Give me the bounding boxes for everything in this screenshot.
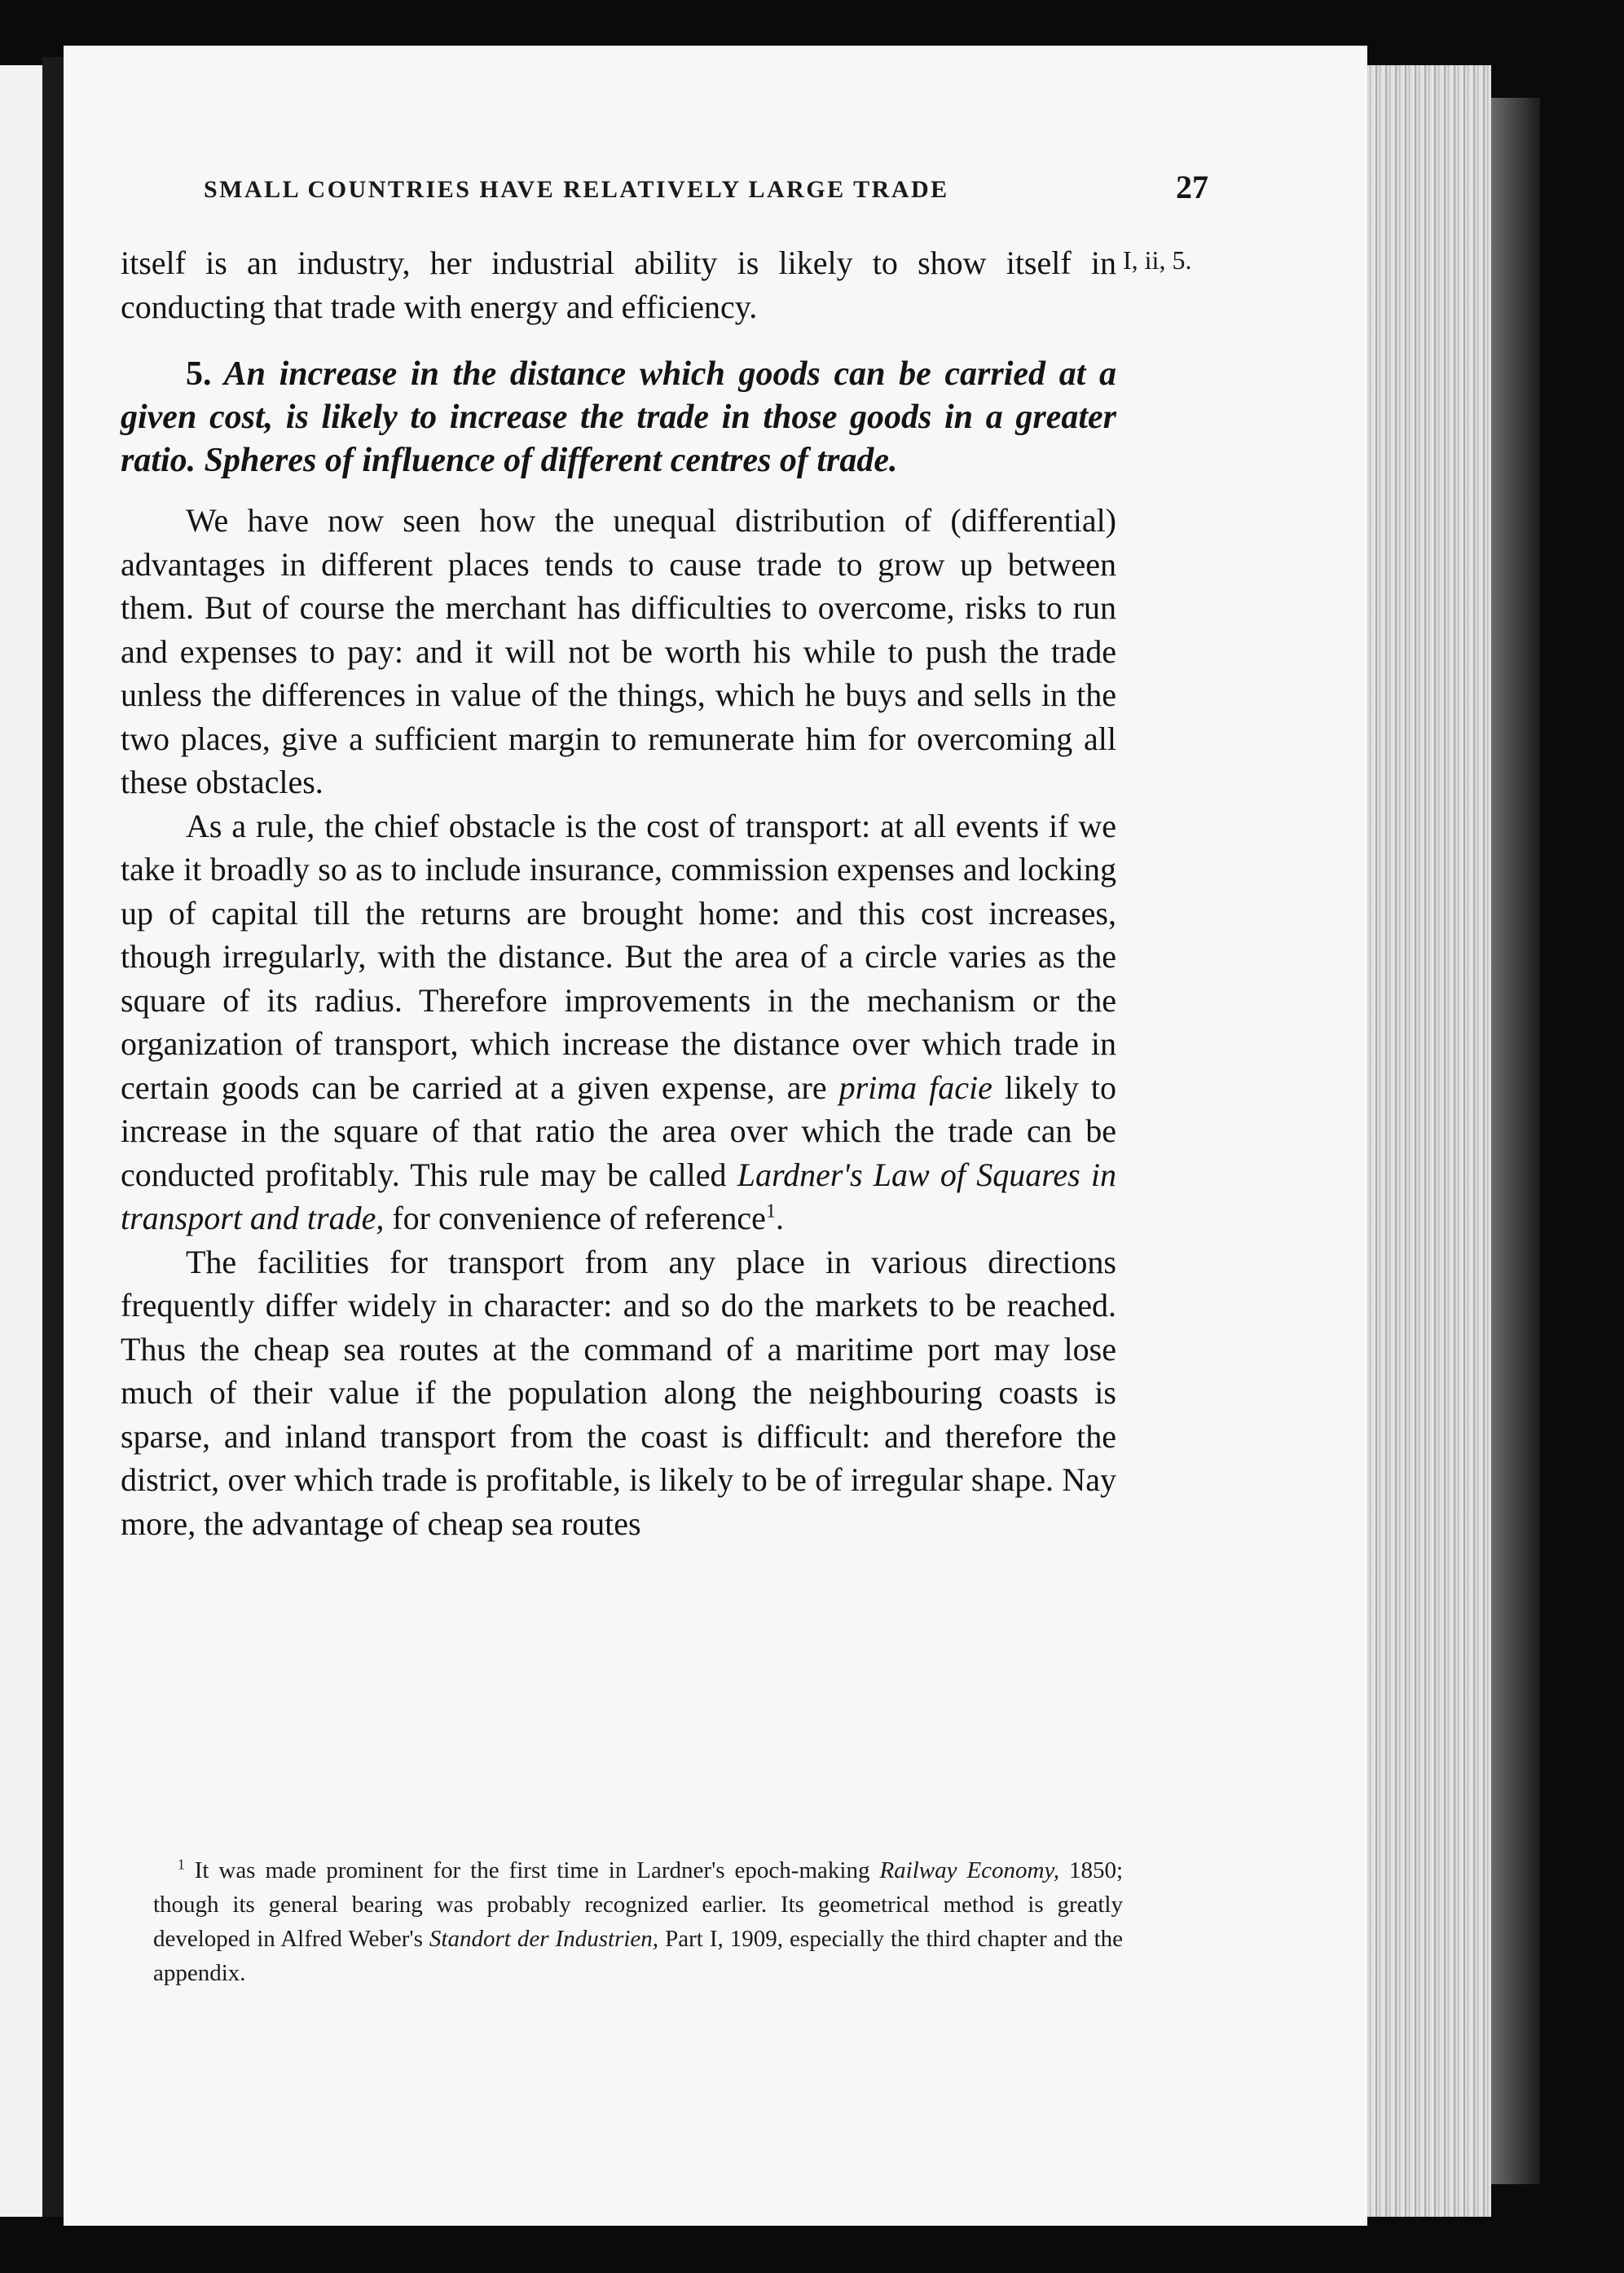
paragraph-2-part-c: for convenience of reference <box>392 1200 766 1236</box>
footnote-text-a: It was made prominent for the first time in Lardner's epoch-making <box>194 1857 870 1883</box>
paragraph-3: The facilities for transport from any place in various directions frequently differ widely in character: and so do the markets to be reached. Thus the cheap sea routes at the command of a maritime port may lose much of their value if the population along the neighbouring coasts is sparse, and inland transport from the coast is difficult: and therefore the district, over which trade is profitable, is likely to be of irregular shape. Nay more, the advantage of cheap sea routes <box>121 1243 1116 1542</box>
paragraph-2-part-a: As a rule, the chief obstacle is the cost of transport: at all events if we take it broadly so as to include insurance, commission expenses and locking up of capital till the returns are brought home: and this cost increases, though irregularly, with the distance. But the area of a circle varies as the square of its radius. Therefore improvements in the mechanism or the organization of transport, which increase the distance over which trade in certain goods can be carried at a given expense, are <box>121 807 1116 1106</box>
running-head: SMALL COUNTRIES HAVE RELATIVELY LARGE TRADE <box>204 176 949 203</box>
paragraph-2 <box>121 804 1116 1240</box>
prima-facie-italic: prima facie <box>838 1068 992 1106</box>
footnote-reference-mark: 1 <box>765 1200 776 1222</box>
paragraph-2-end: . <box>775 1200 784 1236</box>
paragraph-2-part-b: likely to increase in the square of that ratio the area over which the trade can be conducted profitably. This rule may be called <box>121 1068 1117 1193</box>
book-page <box>64 46 1367 2226</box>
footnotes <box>153 1853 1123 1990</box>
railway-economy-italic: Railway Economy, <box>879 1857 1060 1883</box>
section-heading <box>121 353 1116 482</box>
book-gutter <box>42 57 64 2217</box>
book-cover-edge <box>1491 98 1540 2184</box>
standort-italic: Standort der Industrien, <box>429 1926 659 1952</box>
marginal-reference: I, ii, 5. <box>1123 245 1192 275</box>
section-number: 5. <box>186 355 212 393</box>
footnote-text-b: 1850; though its general bearing was probably recognized earlier. Its geometrical method is greatly developed in Alfred Weber's <box>153 1857 1124 1952</box>
section-title: An increase in the distance which goods can be carried at a given cost, is likely to increase the trade in those goods in a greater ratio. Spheres of influence of different centres of trade. <box>121 355 1116 479</box>
body-text <box>121 241 1116 1545</box>
lardners-law-italic: Lardner's Law of Squares in transport and trade, <box>121 1156 1117 1236</box>
paragraph-1: We have now seen how the unequal distribution of (differential) advantages in different places tends to cause trade to grow up between them. But of course the merchant has difficulties to overcome, risks to run and expenses to pay: and it will not be worth his while to push the trade unless the differences in value of the things, which he buys and sells in the two places, give a sufficient margin to remunerate him for overcoming all these obstacles. <box>121 502 1116 800</box>
page-number: 27 <box>1176 169 1208 205</box>
page-stack-edge <box>1353 65 1491 2217</box>
footnote-text-c: Part I, 1909, especially the third chapter and the appendix. <box>153 1926 1124 1986</box>
previous-page-edge <box>0 65 49 2217</box>
footnote-1 <box>153 1853 1123 1990</box>
footnote-mark: 1 <box>178 1856 185 1873</box>
carryover-paragraph: itself is an industry, her industrial ability is likely to show itself in conducting that trade with energy and efficiency. <box>121 244 1116 325</box>
